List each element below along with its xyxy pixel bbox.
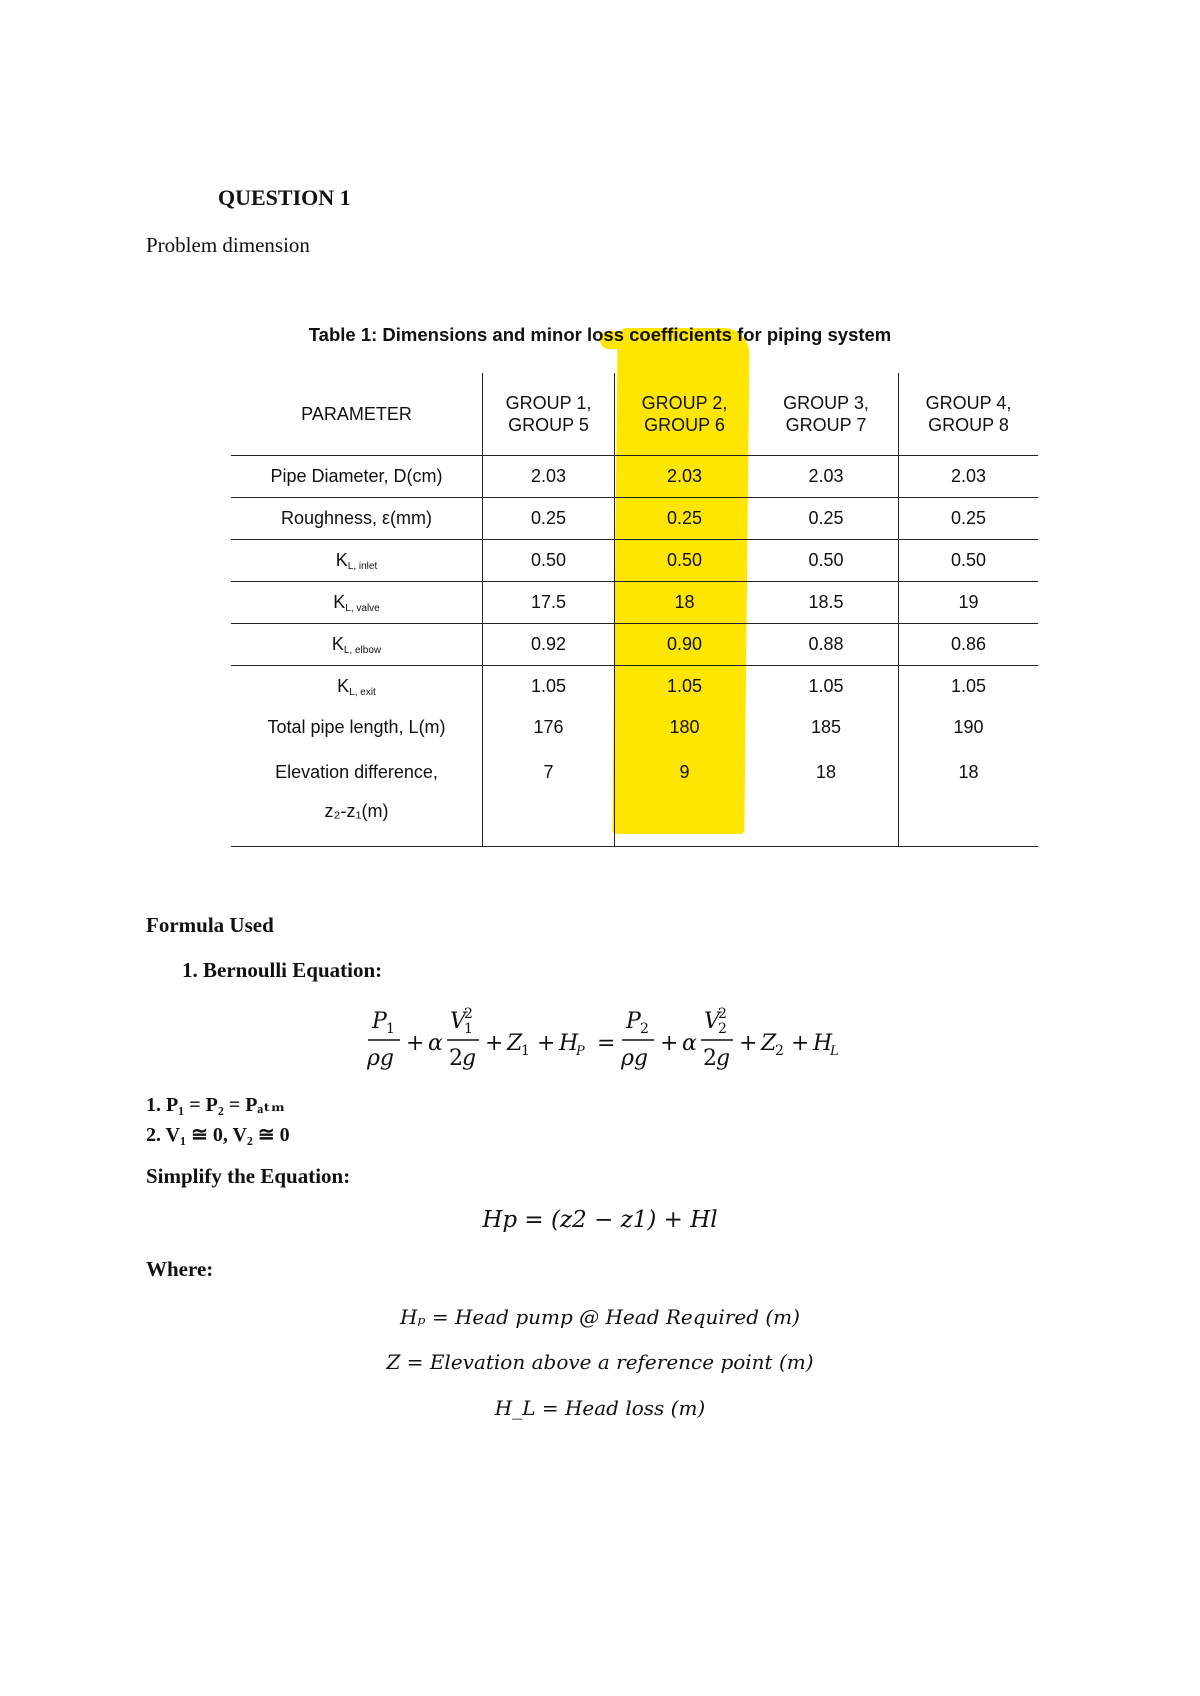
cell-group1: 176 (483, 707, 615, 748)
svg-text:2: 2 (775, 1043, 784, 1059)
where-heading: Where: (146, 1257, 214, 1281)
header-group4-line1: GROUP 4, (925, 393, 1012, 413)
definition-head-loss: H_L = Head loss (m) (494, 1396, 706, 1420)
header-group2 (615, 373, 755, 456)
simplify-heading: Simplify the Equation: (146, 1164, 351, 1188)
table-row (231, 666, 1038, 708)
cell-group2: 18 (615, 582, 755, 624)
parameters-table (231, 373, 1038, 847)
definition-head-pump: Hₚ = Head pump @ Head Required (m) (400, 1305, 800, 1329)
svg-text:P: P (576, 1044, 585, 1059)
row-label-sub: L, exit (349, 686, 376, 698)
bernoulli-heading: 1. Bernoulli Equation: (182, 958, 383, 982)
table-row (231, 456, 1038, 498)
svg-text:α: α (682, 1031, 697, 1056)
svg-text:Z: Z (507, 1031, 523, 1056)
svg-text:g: g (462, 1046, 477, 1071)
table-row (231, 748, 1038, 847)
bernoulli-equation-figure (0, 998, 1200, 1078)
svg-text:Z: Z (761, 1031, 777, 1056)
row-label-k: K (337, 675, 350, 696)
cell-group2: 0.25 (615, 498, 755, 540)
row-label-sub: L, valve (345, 602, 380, 614)
header-parameter-text: PARAMETER (301, 404, 412, 424)
svg-text:1: 1 (521, 1043, 530, 1059)
cell-group3: 0.50 (754, 540, 899, 582)
svg-text:+: + (791, 1031, 810, 1056)
svg-text:=: = (597, 1031, 616, 1056)
cell-group2: 0.90 (615, 624, 755, 666)
cell-group3: 18 (754, 748, 899, 847)
row-label: Pipe Diameter, D(cm) (231, 456, 483, 498)
bernoulli-equation (0, 998, 1200, 1082)
header-group2-line2: GROUP 6 (644, 415, 725, 435)
row-label-line1: Elevation difference, (275, 762, 438, 782)
svg-text:g: g (716, 1046, 731, 1071)
table-row (231, 707, 1038, 748)
cell-group4: 18 (899, 748, 1039, 847)
cell-group2: 1.05 (615, 666, 755, 708)
svg-text:+: + (485, 1031, 504, 1056)
header-group3-line2: GROUP 7 (785, 415, 867, 435)
table-row (231, 582, 1038, 624)
svg-text:L: L (830, 1044, 839, 1059)
svg-text:+: + (660, 1031, 679, 1056)
header-group1-line2: GROUP 5 (508, 415, 589, 435)
header-group1-line1: GROUP 1, (505, 393, 592, 413)
svg-text:V: V (704, 1009, 720, 1034)
condition-1: 1. P₁ = P₂ = Pₐₜₘ (146, 1094, 286, 1116)
cell-group2: 180 (615, 707, 755, 748)
row-label: Total pipe length, L(m) (267, 717, 446, 737)
svg-text:1: 1 (386, 1021, 395, 1037)
cell-group2: 0.50 (615, 540, 755, 582)
cell-group4: 0.50 (899, 540, 1039, 582)
formula-heading: Formula Used (146, 913, 274, 937)
condition-2: 2. V₁ ≅ 0, V₂ ≅ 0 (146, 1124, 290, 1146)
cell-group4: 2.03 (899, 456, 1039, 498)
cell-group1: 1.05 (483, 666, 615, 708)
cell-group2: 2.03 (615, 456, 755, 498)
svg-text:1: 1 (464, 1021, 473, 1037)
cell-group4: 19 (899, 582, 1039, 624)
header-group4 (899, 373, 1039, 456)
simplified-equation: Hp = (z2 − z1) + Hl (482, 1207, 718, 1233)
cell-group1: 0.25 (483, 498, 615, 540)
cell-group3: 0.25 (754, 498, 899, 540)
row-label-k: K (333, 591, 346, 612)
row-label (231, 666, 483, 708)
svg-text:H: H (559, 1031, 579, 1056)
svg-text:ρg: ρg (367, 1046, 395, 1071)
header-group3-line1: GROUP 3, (783, 393, 869, 413)
cell-group1: 0.92 (483, 624, 615, 666)
svg-text:2: 2 (464, 1006, 473, 1022)
cell-group1: 2.03 (483, 456, 615, 498)
header-parameter (231, 373, 483, 456)
cell-group3: 1.05 (808, 676, 844, 696)
row-label (231, 748, 483, 847)
table-row (231, 498, 1038, 540)
header-group3 (754, 373, 899, 456)
row-label (231, 582, 483, 624)
cell-group1: 7 (483, 748, 615, 847)
cell-group1: 0.50 (483, 540, 615, 582)
cell-group4: 190 (899, 707, 1039, 748)
cell-group1: 17.5 (483, 582, 615, 624)
svg-text:+: + (406, 1031, 425, 1056)
table-header-row (231, 373, 1038, 456)
problem-subtitle: Problem dimension (146, 233, 310, 257)
table-row (231, 624, 1038, 666)
row-label (231, 540, 483, 582)
cell-group3: 185 (810, 717, 842, 737)
svg-text:H: H (813, 1031, 833, 1056)
row-label (231, 624, 483, 666)
cell-group3: 0.88 (754, 624, 899, 666)
svg-text:+: + (739, 1031, 758, 1056)
row-label-line2: z₂-z₁(m) (324, 801, 389, 821)
svg-text:2: 2 (449, 1046, 463, 1071)
header-group1 (483, 373, 615, 456)
cell-group4: 1.05 (899, 666, 1039, 708)
table-caption: Table 1: Dimensions and minor loss coefficients for piping system (308, 324, 892, 345)
cell-group4: 0.86 (899, 624, 1039, 666)
row-label-k: K (331, 633, 344, 654)
svg-text:ρg: ρg (621, 1046, 649, 1071)
row-label: Roughness, ε(mm) (231, 498, 483, 540)
cell-group3: 2.03 (754, 456, 899, 498)
svg-text:α: α (428, 1031, 443, 1056)
header-group4-line2: GROUP 8 (928, 415, 1009, 435)
svg-text:P: P (626, 1009, 641, 1034)
header-group2-line1: GROUP 2, (641, 393, 728, 413)
cell-group4: 0.25 (899, 498, 1039, 540)
svg-text:2: 2 (640, 1021, 649, 1037)
table-row (231, 540, 1038, 582)
row-label-sub: L, elbow (343, 644, 382, 656)
cell-group3: 18.5 (754, 582, 899, 624)
svg-text:2: 2 (703, 1046, 717, 1071)
svg-text:V: V (450, 1009, 466, 1034)
svg-text:2: 2 (718, 1006, 727, 1022)
definition-elevation: Z = Elevation above a reference point (m) (386, 1350, 814, 1374)
question-title: QUESTION 1 (218, 185, 351, 210)
svg-text:2: 2 (718, 1021, 727, 1037)
cell-group2: 9 (615, 748, 755, 847)
row-label-k: K (335, 549, 348, 570)
svg-text:+: + (537, 1031, 556, 1056)
row-label-sub: L, inlet (347, 560, 378, 572)
svg-text:P: P (372, 1009, 387, 1034)
